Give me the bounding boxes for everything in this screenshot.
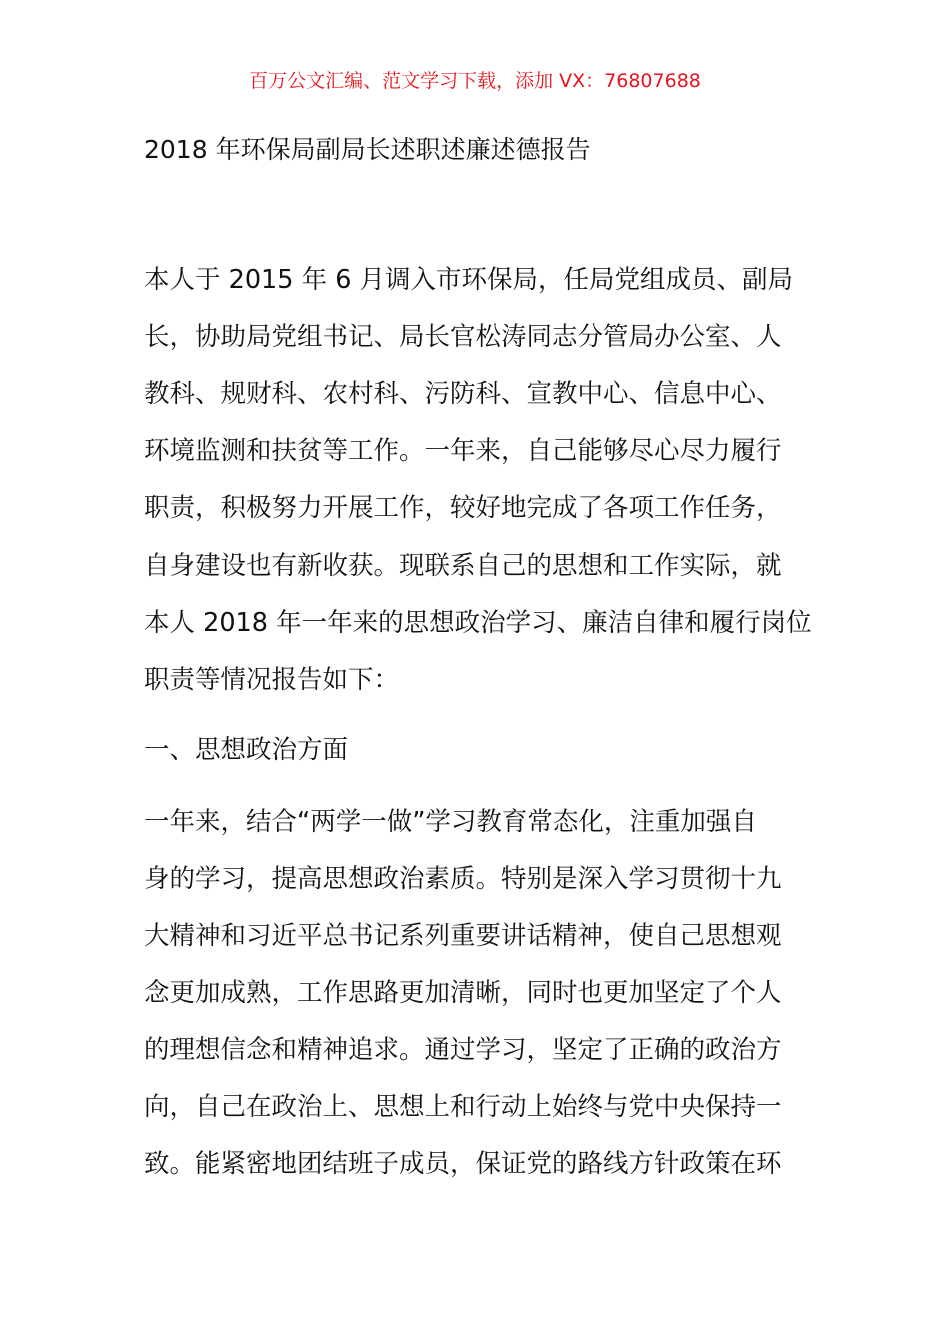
paragraph-line: 致。能紧密地团结班子成员，保证党的路线方针政策在环: [144, 1149, 782, 1179]
section-heading: 一、思想政治方面: [144, 735, 349, 765]
paragraph-line: 身的学习，提高思想政治素质。特别是深入学习贯彻十九: [144, 864, 782, 894]
paragraph-line: 自身建设也有新收获。现联系自己的思想和工作实际，就: [144, 551, 782, 581]
paragraph-line: 一年来，结合“两学一做”学习教育常态化，注重加强自: [144, 807, 757, 837]
paragraph-line: 本人 2018 年一年来的思想政治学习、廉洁自律和履行岗位: [144, 608, 812, 638]
paragraph-line: 职责等情况报告如下：: [144, 665, 400, 695]
document-title: 2018 年环保局副局长述职述廉述德报告: [144, 135, 591, 164]
paragraph-line: 向，自己在政治上、思想上和行动上始终与党中央保持一: [144, 1092, 782, 1122]
paragraph-line: 念更加成熟，工作思路更加清晰，同时也更加坚定了个人: [144, 978, 782, 1008]
paragraph-line: 教科、规财科、农村科、污防科、宣教中心、信息中心、: [144, 379, 782, 409]
paragraph-line: 环境监测和扶贫等工作。一年来，自己能够尽心尽力履行: [144, 436, 782, 466]
paragraph-line: 职责，积极努力开展工作，较好地完成了各项工作任务，: [144, 493, 782, 523]
paragraph-line: 的理想信念和精神追求。通过学习，坚定了正确的政治方: [144, 1035, 782, 1065]
paragraph-line: 本人于 2015 年 6 月调入市环保局，任局党组成员、副局: [144, 265, 794, 295]
promo-header: 百万公文汇编、范文学习下载，添加 VX：76807688: [249, 70, 701, 92]
paragraph-line: 长，协助局党组书记、局长官松涛同志分管局办公室、人: [144, 322, 782, 352]
paragraph-line: 大精神和习近平总书记系列重要讲话精神，使自己思想观: [144, 921, 782, 951]
